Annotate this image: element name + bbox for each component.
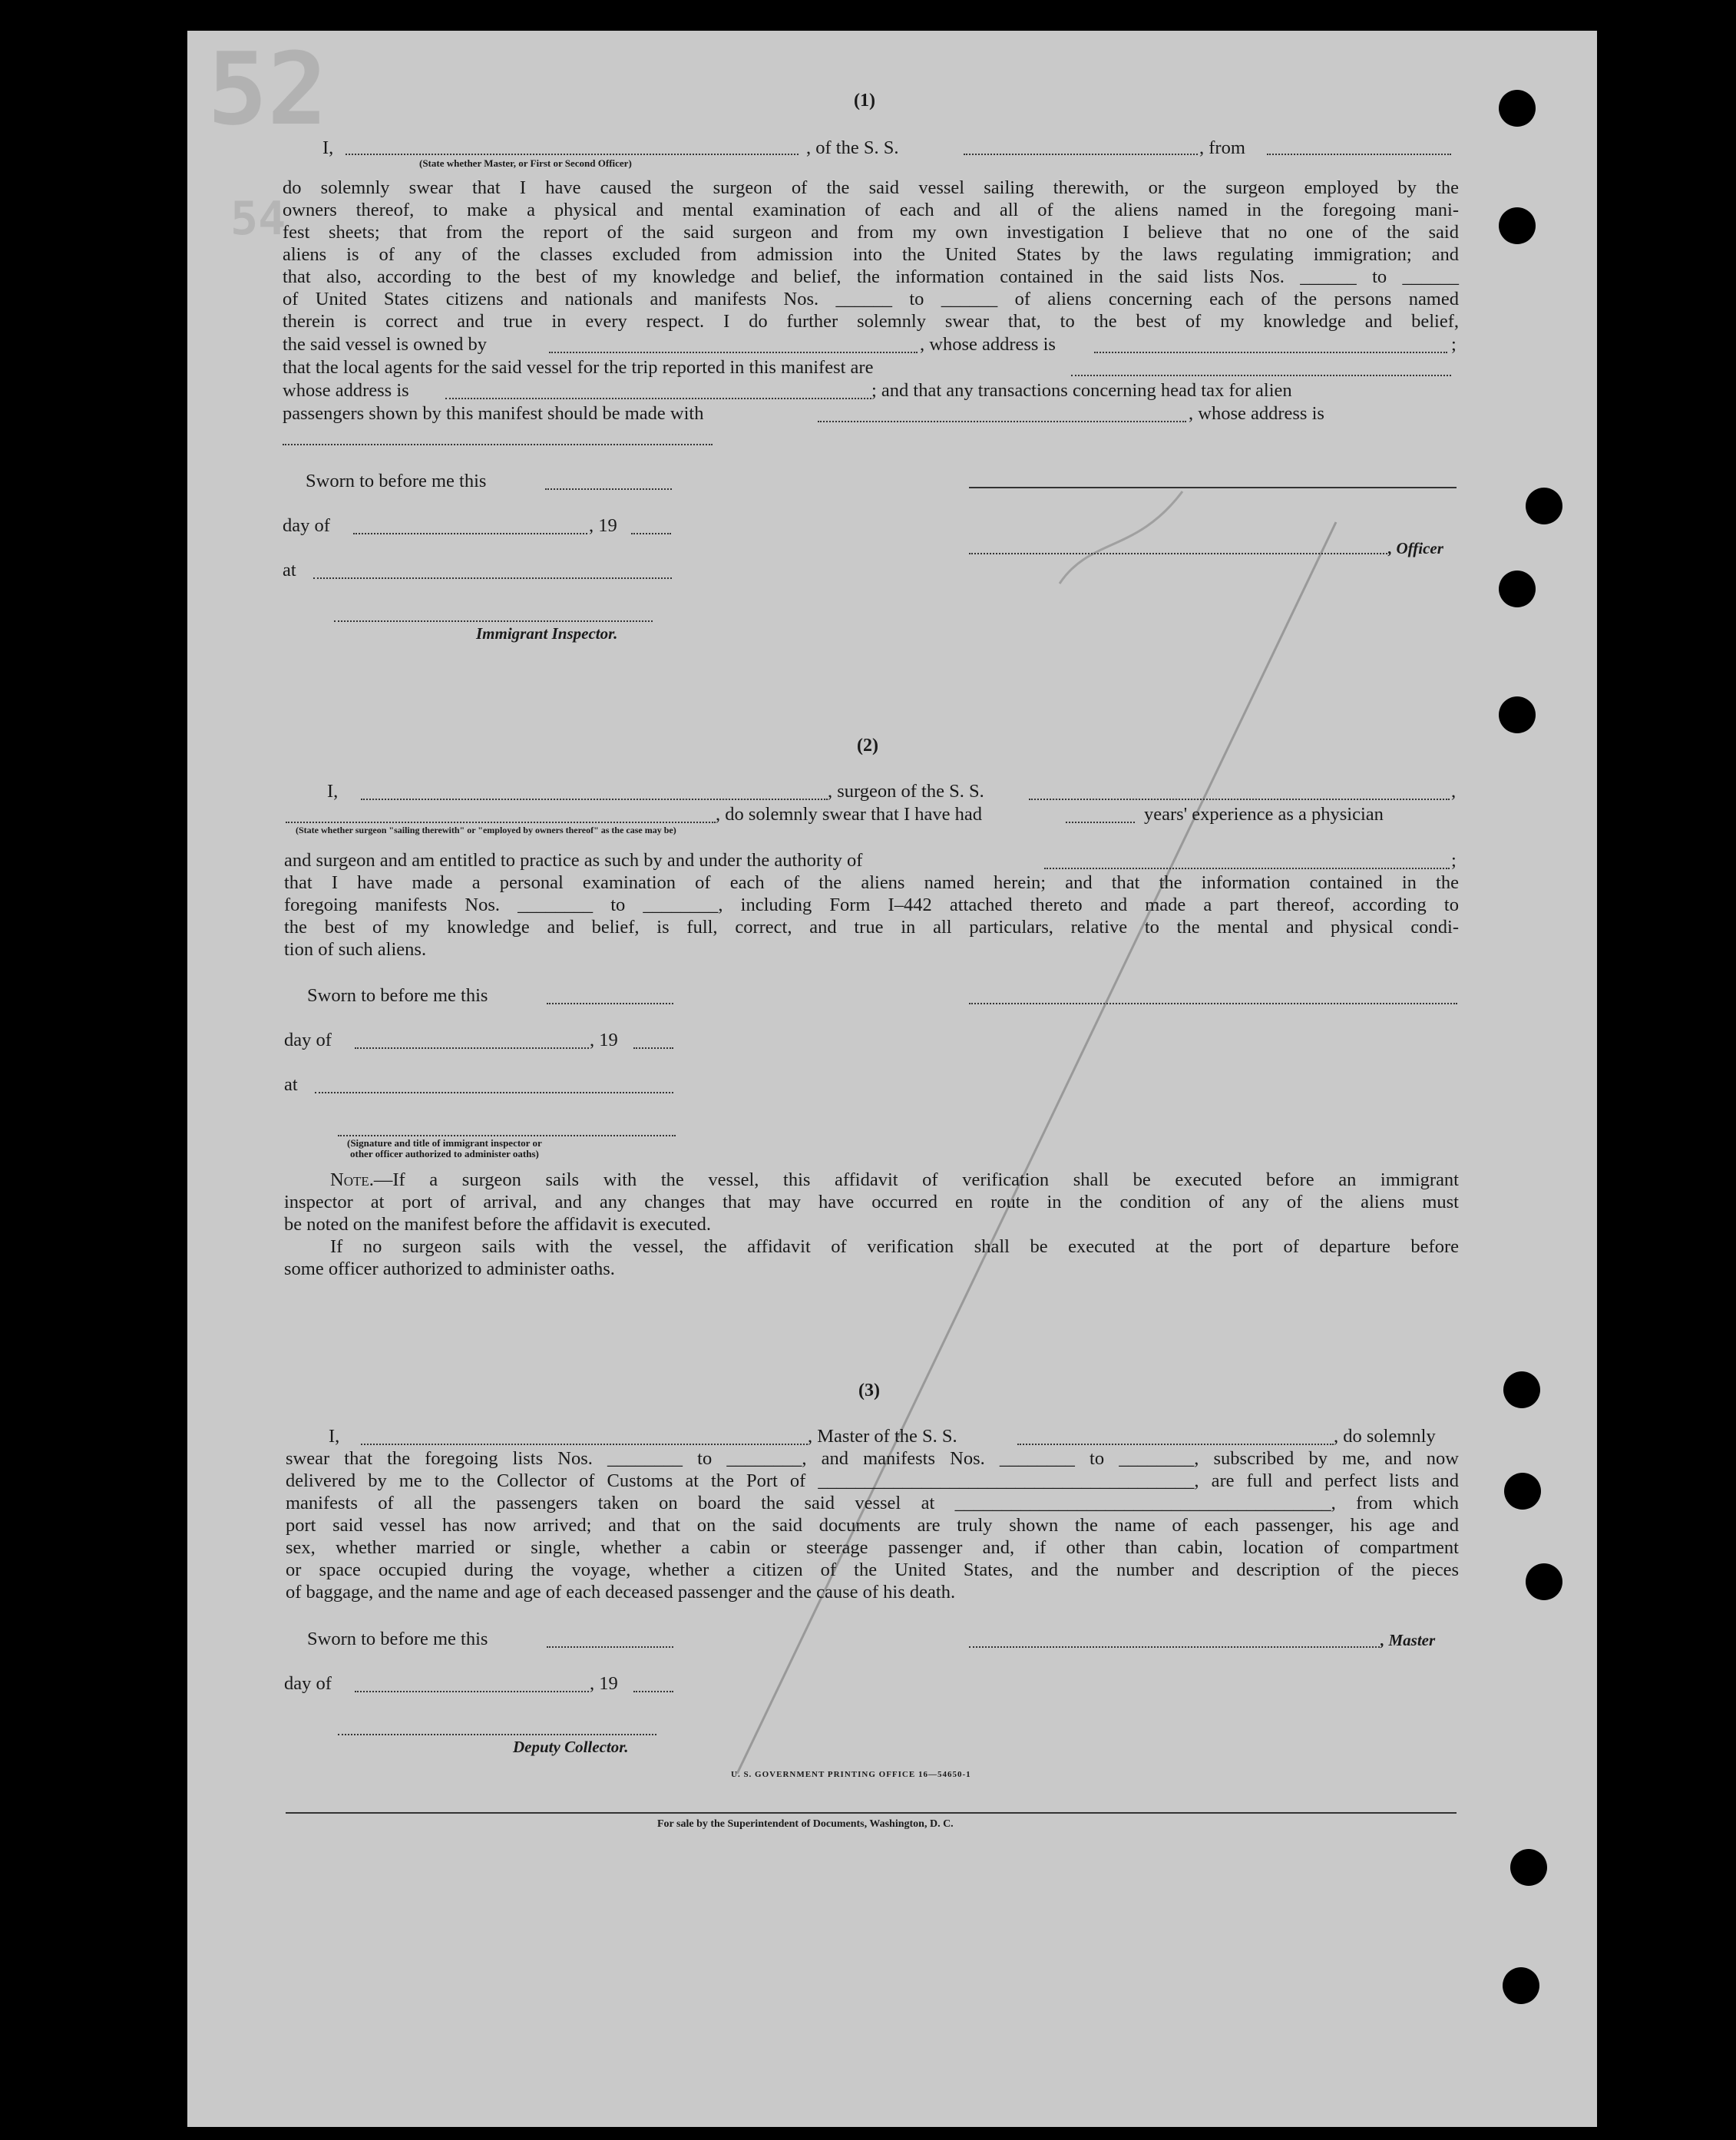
agents-line	[1071, 375, 1451, 376]
year-label: , 19	[589, 515, 617, 536]
surgeon-status-line	[286, 822, 716, 823]
years-line	[1066, 822, 1135, 823]
agents-address-label: whose address is	[283, 380, 409, 401]
section-3-number: (3)	[858, 1381, 880, 1401]
comma: ,	[1451, 781, 1457, 802]
oath-3-last-line: of baggage, and the name and age of each deceased passenger and the cause of his death.	[286, 1582, 956, 1603]
at-line	[315, 1092, 673, 1093]
agents-address-line	[445, 398, 871, 399]
punch-hole	[1499, 571, 1536, 607]
punch-hole	[1526, 1563, 1562, 1600]
punch-hole	[1499, 696, 1536, 733]
owner-address-line	[1094, 352, 1447, 353]
note-line: inspector at port of arrival, and any changes that may have occurred en route in the condition of any of the aliens must	[284, 1192, 1459, 1212]
day-line	[355, 1047, 589, 1049]
sworn-date-line	[547, 1646, 673, 1648]
ss-label: , of the S. S.	[806, 137, 899, 158]
contact-address-line	[283, 444, 713, 445]
signature-line	[969, 487, 1457, 488]
bleed-through-mark: 54	[230, 192, 286, 246]
punch-hole	[1510, 1849, 1547, 1886]
head-tax-text: ; and that any transactions concerning head tax for alien	[871, 380, 1292, 401]
sworn-date-line	[545, 488, 672, 490]
owned-by-label: the said vessel is owned by	[283, 334, 488, 355]
surgeon-name-line	[361, 799, 828, 800]
years-experience-text: years' experience as a physician	[1144, 804, 1384, 825]
officer-signature-line	[969, 553, 1387, 554]
year-line	[631, 533, 671, 534]
note-line: Note.—If a surgeon sails with the vessel, this affidavit of verification shall be executed before an immigrant	[330, 1169, 1459, 1190]
inspector-signature-line	[338, 1135, 676, 1136]
contact-address-label: , whose address is	[1189, 403, 1324, 424]
sworn-label: Sworn to before me this	[307, 1629, 488, 1649]
sworn-label: Sworn to before me this	[307, 985, 488, 1006]
solemnly-swear-text: , do solemnly swear that I have had	[716, 804, 982, 825]
sworn-date-line	[547, 1003, 673, 1004]
surgeon-ss-label: , surgeon of the S. S.	[828, 781, 984, 802]
year-line	[633, 1691, 673, 1692]
sworn-label: Sworn to before me this	[306, 471, 487, 491]
day-label: day of	[283, 515, 330, 536]
vessel-name-line	[964, 154, 1198, 155]
day-line	[353, 533, 587, 534]
bleed-through-mark: 52	[207, 31, 328, 147]
punch-hole	[1499, 90, 1536, 127]
for-sale-notice: For sale by the Superintendent of Documents, Washington, D. C.	[657, 1818, 954, 1830]
day-line	[355, 1691, 589, 1692]
owner-address-label: , whose address is	[920, 334, 1056, 355]
note-line: be noted on the manifest before the affidavit is executed.	[284, 1214, 712, 1235]
day-label: day of	[284, 1673, 332, 1694]
punch-hole	[1526, 488, 1562, 524]
from-port-line	[1267, 154, 1451, 155]
section-2-number: (2)	[857, 736, 878, 756]
authority-text: and surgeon and am entitled to practice as such by and under the authority of	[284, 850, 863, 871]
oath-pronoun: I,	[327, 781, 339, 802]
surgeon-vessel-line	[1029, 799, 1450, 800]
punch-hole	[1503, 1371, 1540, 1408]
master-vessel-line	[1017, 1444, 1334, 1445]
officer-label: , Officer	[1388, 539, 1443, 557]
master-signature-line	[969, 1646, 1380, 1648]
day-label: day of	[284, 1030, 332, 1050]
semicolon: ;	[1451, 850, 1457, 871]
agents-label: that the local agents for the said vessel for the trip reported in this manifest are	[283, 357, 874, 378]
printer-imprint: U. S. GOVERNMENT PRINTING OFFICE 16—54650-1	[731, 1770, 971, 1779]
surgeon-status-hint: (State whether surgeon "sailing therewith" or "employed by owners thereof" as the case may be)	[296, 825, 676, 835]
at-line	[313, 577, 672, 579]
officer-name-line	[346, 154, 799, 155]
surgeon-signature-line	[969, 1003, 1457, 1004]
punch-hole	[1504, 1473, 1541, 1510]
passengers-label: passengers shown by this manifest should be made with	[283, 403, 704, 424]
master-label: , Master	[1381, 1631, 1436, 1649]
signature-caption: other officer authorized to administer oaths)	[350, 1148, 539, 1159]
do-solemnly-label: , do solemnly	[1334, 1426, 1436, 1447]
year-line	[633, 1047, 673, 1049]
inspector-label: Immigrant Inspector.	[476, 624, 618, 643]
oath-2-last-line: tion of such aliens.	[284, 939, 427, 960]
footer-rule	[286, 1812, 1457, 1814]
year-label: , 19	[590, 1673, 618, 1694]
note-2: If no surgeon sails with the vessel, the affidavit of verification shall be executed at the port of departure before	[330, 1236, 1459, 1257]
at-label: at	[284, 1074, 298, 1095]
master-ss-label: , Master of the S. S.	[808, 1426, 957, 1447]
authority-line	[1044, 868, 1450, 869]
note-label: Note.	[330, 1169, 374, 1190]
at-label: at	[283, 560, 296, 580]
signature-caption: (Signature and title of immigrant inspector or	[347, 1137, 542, 1149]
deputy-collector-label: Deputy Collector.	[513, 1738, 629, 1756]
owner-line	[549, 352, 918, 353]
punch-hole	[1503, 1967, 1539, 2004]
oath-pronoun: I,	[322, 137, 334, 158]
from-label: , from	[1199, 137, 1245, 158]
oath-pronoun: I,	[329, 1426, 340, 1447]
punch-hole	[1499, 207, 1536, 244]
officer-rank-hint: (State whether Master, or First or Second Officer)	[419, 157, 632, 169]
note-2-last: some officer authorized to administer oaths.	[284, 1259, 615, 1279]
head-tax-contact-line	[818, 421, 1186, 422]
master-name-line	[361, 1444, 808, 1445]
section-1-number: (1)	[854, 91, 875, 111]
year-label: , 19	[590, 1030, 618, 1050]
semicolon: ;	[1451, 334, 1457, 355]
